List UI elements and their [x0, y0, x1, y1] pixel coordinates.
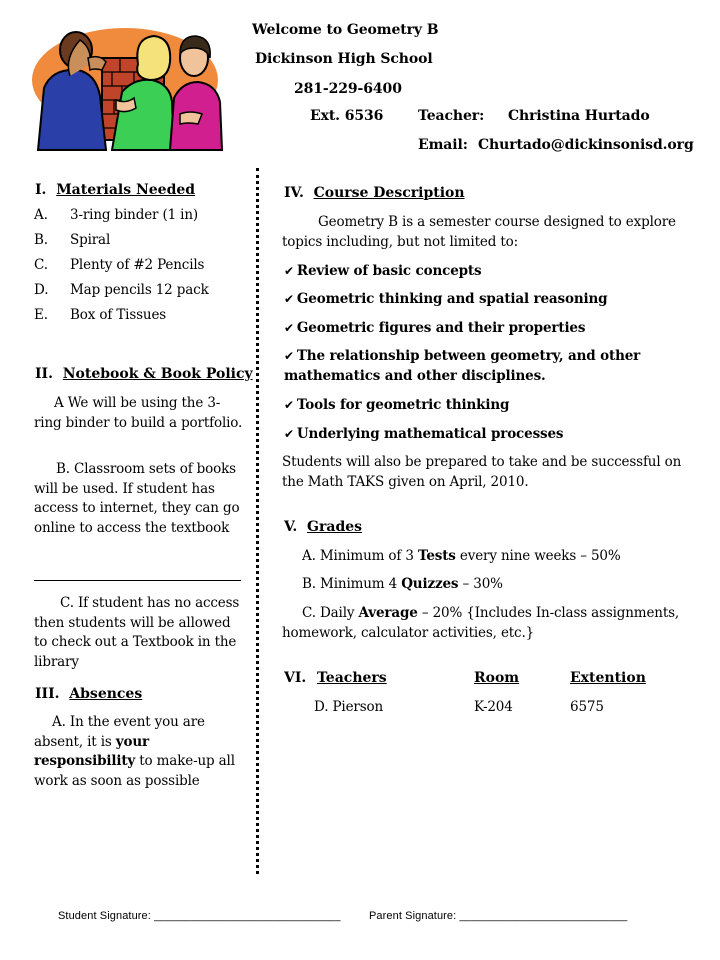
- list-item: [34, 281, 244, 306]
- course-bullet: [284, 290, 694, 310]
- list-letter: C.: [34, 257, 48, 273]
- column-divider: [256, 168, 259, 874]
- absences-heading: [35, 686, 142, 702]
- header-school: Dickinson High School: [255, 51, 433, 67]
- bullet-text: Underlying mathematical processes: [296, 426, 564, 442]
- list-text: Map pencils 12 pack: [70, 282, 209, 298]
- checkmark-icon: ✔: [284, 349, 294, 363]
- course-title: Course Description: [313, 185, 465, 201]
- notebook-num: II.: [35, 366, 53, 382]
- course-bullet: [284, 396, 694, 416]
- list-item: [34, 206, 244, 231]
- list-item: [34, 256, 244, 281]
- grades-b-post: – 30%: [458, 576, 503, 592]
- header-teacher-label: Teacher:: [418, 108, 485, 124]
- bullet-text: Geometric thinking and spatial reasoning: [296, 291, 608, 307]
- absences-post: to make-up all work as soon as possible: [34, 753, 235, 789]
- list-text: Plenty of #2 Pencils: [70, 257, 205, 273]
- checkmark-icon: ✔: [284, 264, 294, 278]
- checkmark-icon: ✔: [284, 427, 294, 441]
- list-letter: E.: [34, 307, 48, 323]
- materials-list: [34, 206, 244, 331]
- course-intro: Geometry B is a semester course designed to explore topics including, but not limited to:: [282, 214, 676, 250]
- room-col-label: Room: [474, 670, 520, 686]
- bullet-text: Geometric figures and their properties: [296, 320, 586, 336]
- parent-signature-line[interactable]: Parent Signature: ___________________________: [369, 910, 628, 922]
- grades-a: [302, 547, 702, 567]
- teachers-col-room: [474, 670, 519, 686]
- course-bullet: [284, 319, 694, 339]
- bullet-text: The relationship between geometry, and other mathematics and other disciplines.: [284, 348, 641, 384]
- list-letter: D.: [34, 282, 49, 298]
- checkmark-icon: ✔: [284, 292, 294, 306]
- header-teacher-name: Christina Hurtado: [508, 108, 650, 124]
- grades-b-bold: Quizzes: [401, 576, 459, 592]
- grades-a-bold: Tests: [417, 548, 456, 564]
- teachers-heading-num: VI.: [284, 670, 307, 686]
- course-num: IV.: [284, 185, 304, 201]
- header-title: Welcome to Geometry B: [252, 22, 439, 38]
- materials-title: Materials Needed: [56, 182, 196, 198]
- teacher-row-ext: 6575: [570, 699, 604, 715]
- absences-bold: your responsibility: [34, 733, 149, 769]
- bullet-text: Tools for geometric thinking: [296, 397, 510, 413]
- notebook-title: Notebook & Book Policy: [62, 366, 253, 382]
- grades-c-post: – 20% {Includes In-class assignments, homework, calculator activities, etc.}: [282, 605, 680, 641]
- list-text: 3-ring binder (1 in): [70, 207, 199, 223]
- materials-heading: [35, 182, 195, 198]
- absences-num: III.: [35, 686, 60, 702]
- course-bullet: [284, 347, 694, 386]
- absences-title: Absences: [69, 686, 143, 702]
- clipart-people-brick-wall: [30, 18, 240, 153]
- grades-b: [302, 575, 702, 595]
- notebook-c: C. If student has no access then students will be allowed to check out a Textbook in the library: [34, 595, 240, 670]
- section-rule: [34, 580, 241, 581]
- grades-a-pre: A. Minimum of 3: [302, 548, 418, 564]
- grades-title: Grades: [307, 519, 363, 535]
- list-item: [34, 231, 244, 256]
- grades-a-post: every nine weeks – 50%: [455, 548, 621, 564]
- teacher-row-room: K-204: [474, 699, 513, 715]
- list-letter: A.: [34, 207, 48, 223]
- header-email-label: Email:: [418, 137, 468, 153]
- checkmark-icon: ✔: [284, 398, 294, 412]
- student-signature-line[interactable]: Student Signature: ______________________________: [58, 910, 341, 922]
- header-email[interactable]: Churtado@dickinsonisd.org: [478, 137, 694, 153]
- bullet-text: Review of basic concepts: [296, 263, 482, 279]
- list-text: Box of Tissues: [70, 307, 167, 323]
- absences-a: [34, 713, 246, 791]
- grades-c-pre: C. Daily: [302, 605, 359, 621]
- notebook-a: A We will be using the 3-ring binder to build a portfolio.: [34, 395, 243, 431]
- grades-heading: [284, 519, 362, 535]
- materials-num: I.: [35, 182, 47, 198]
- teachers-col-extention: [570, 670, 646, 686]
- extention-col-label: Extention: [570, 670, 646, 686]
- grades-num: V.: [284, 519, 298, 535]
- grades-b-pre: B. Minimum 4: [302, 576, 402, 592]
- grades-c-bold: Average: [358, 605, 418, 621]
- teacher-row-name: D. Pierson: [314, 699, 384, 715]
- course-heading: [284, 185, 465, 201]
- list-text: Spiral: [70, 232, 111, 248]
- header-ext: Ext. 6536: [310, 108, 384, 124]
- course-closing: Students will also be prepared to take and be successful on the Math TAKS given on April, 2010.: [282, 454, 682, 490]
- teachers-col-label: Teachers: [317, 670, 387, 686]
- checkmark-icon: ✔: [284, 321, 294, 335]
- list-letter: B.: [34, 232, 48, 248]
- list-item: [34, 306, 244, 331]
- course-bullet: [284, 425, 694, 445]
- course-bullet: [284, 262, 694, 282]
- grades-c: [282, 604, 704, 643]
- teachers-col-teachers: [317, 670, 387, 686]
- header-phone: 281-229-6400: [294, 81, 402, 97]
- notebook-b: B. Classroom sets of books will be used. If student has access to internet, they can go online to access the textbook: [34, 461, 240, 536]
- absences-pre: A. In the event you are absent, it is: [34, 714, 205, 750]
- notebook-heading: [35, 366, 253, 382]
